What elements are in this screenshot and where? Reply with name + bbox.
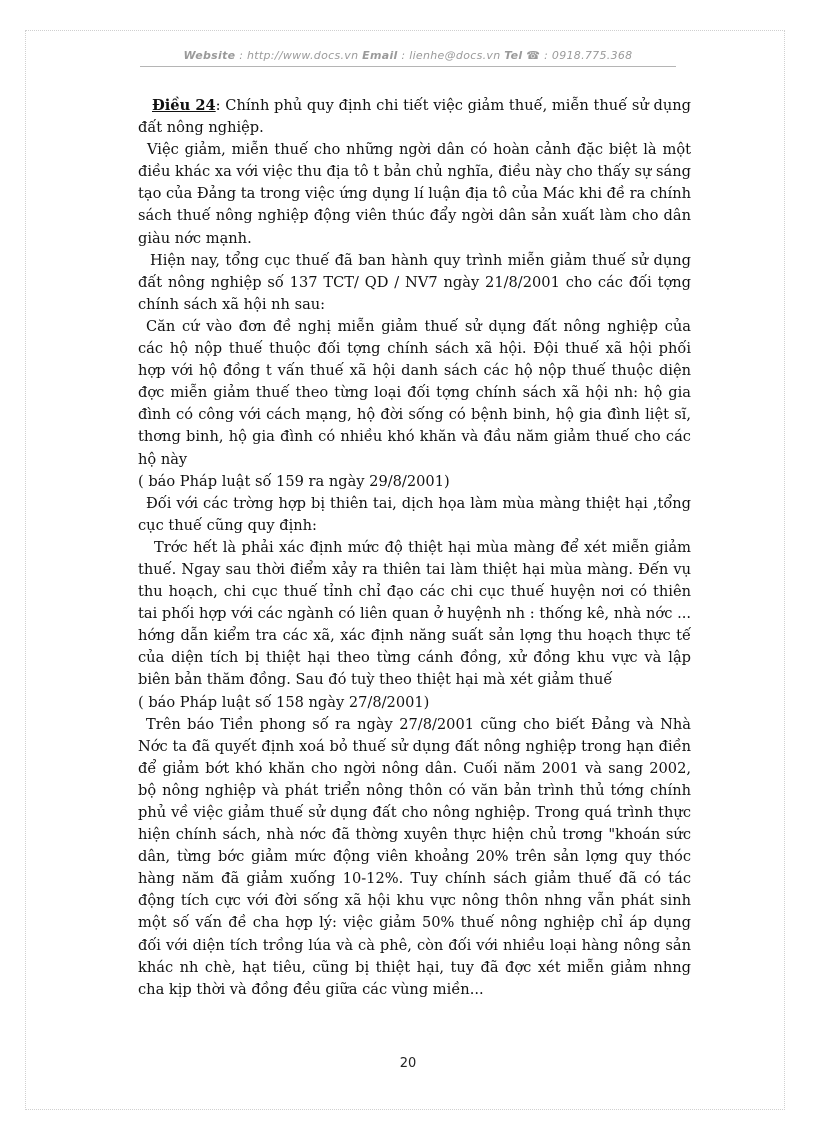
website-label: Website [183, 49, 236, 62]
paragraph-2: Hiện nay, tổng cục thuế đã ban hành quy trình miễn giảm thuế sử dụng đất nông nghiệp số 137 TCT/ QD / NV7 ngày 21/8/2001 cho các đối tợng chính sách xã hội nh sau: [138, 251, 691, 313]
header-divider [140, 66, 676, 67]
email-label: Email [362, 49, 398, 62]
paragraph-4: Đối với các trờng hợp bị thiên tai, dịch họa làm mùa màng thiệt hại ,tổng cục thuế cũng quy định: [138, 494, 691, 534]
paragraph-3: Căn cứ vào đơn đề nghị miễn giảm thuế sử dụng đất nông nghiệp của các hộ nộp thuế thuộc đối tợng chính sách xã hội. Đội thuế xã hội phối hợp với hộ đồng t vấn thuế xã hội danh sách các hộ nộp thuế thuộc diện đợc miễn giảm thuế theo từng loại đối tợng chính sách xã hội nh: hộ gia đình có công với cách mạng, hộ đời sống có bệnh binh, hộ gia đình liệt sĩ, thơng binh, hộ gia đình có nhiều khó khăn và đầu năm giảm thuế cho các hộ này [138, 317, 691, 468]
email-value[interactable]: : lienhe@docs.vn [397, 49, 505, 62]
document-body [138, 95, 691, 1001]
article-heading: Điều 24 [152, 97, 216, 114]
website-value[interactable]: : http://www.docs.vn [235, 49, 363, 62]
page-number: 20 [399, 1056, 417, 1071]
article-text: : Chính phủ quy định chi tiết việc giảm thuế, miễn thuế sử dụng đất nông nghiệp. [138, 97, 691, 137]
paragraph-1: Việc giảm, miễn thuế cho những ngời dân có hoàn cảnh đặc biệt là một điều khác xa với việc thu địa tô t bản chủ nghĩa, điều này cho thấy sự sáng tạo của Đảng ta trong việc ứng dụng lí luận địa tô của Mác khi đề ra chính sách thuế nông nghiệp động viên thúc đẩy ngời dân sản xuất làm cho dân giàu nớc mạnh. [138, 141, 691, 247]
page-header [0, 49, 816, 62]
tel-value: ☎ : 0918.775.368 [522, 49, 633, 62]
paragraph-5: Trớc hết là phải xác định mức độ thiệt hại mùa màng để xét miễn giảm thuế. Ngay sau thời điểm xảy ra thiên tai làm thiệt hại mùa màng. Đến vụ thu hoạch, chi cục thuế tỉnh chỉ đạo các chi cục thuế huyện nơi có thiên tai phối hợp với các ngành có liên quan ở huyệnh nh : thống kê, nhà nớc ... hớng dẫn kiểm tra các xã, xác định năng suất sản lợng thu hoạch thực tế của diện tích bị thiệt hại theo từng cánh đồng, xử đồng khu vực và lập biên bản thăm đồng. Sau đó tuỳ theo thiệt hại mà xét giảm thuế [138, 538, 691, 689]
citation-2: ( báo Pháp luật số 158 ngày 27/8/2001) [138, 693, 430, 711]
article-paragraph [138, 95, 691, 139]
tel-label: Tel [504, 49, 523, 62]
paragraph-6: Trên báo Tiền phong số ra ngày 27/8/2001 cũng cho biết Đảng và Nhà Nớc ta đã quyết định xoá bỏ thuế sử dụng đất nông nghiệp trong hạn điền để giảm bớt khó khăn cho ngời nông dân. Cuối năm 2001 và sang 2002, bộ nông nghiệp và phát triển nông thôn có văn bản trình thủ tớng chính phủ về việc giảm thuế sử dụng đất cho nông nghiệp. Trong quá trình thực hiện chính sách, nhà nớc đã thờng xuyên thực hiện chủ trơng "khoán sức dân, từng bớc giảm mức động viên khoảng 20% trên sản lợng quy thóc hàng năm đã giảm xuống 10-12%. Tuy chính sách giảm thuế đã có tác động tích cực với đời sống xã hội khu vực nông thôn nhng vẫn phát sinh một số vấn đề cha hợp lý: việc giảm 50% thuế nông nghiệp chỉ áp dụng đối với diện tích trồng lúa và cà phê, còn đối với nhiều loại hàng nông sản khác nh chè, hạt tiêu, cũng bị thiệt hại, tuy đã đợc xét miễn giảm nhng cha kịp thời và đồng đều giữa các vùng miền... [138, 715, 691, 998]
citation-1: ( báo Pháp luật số 159 ra ngày 29/8/2001) [138, 472, 450, 490]
